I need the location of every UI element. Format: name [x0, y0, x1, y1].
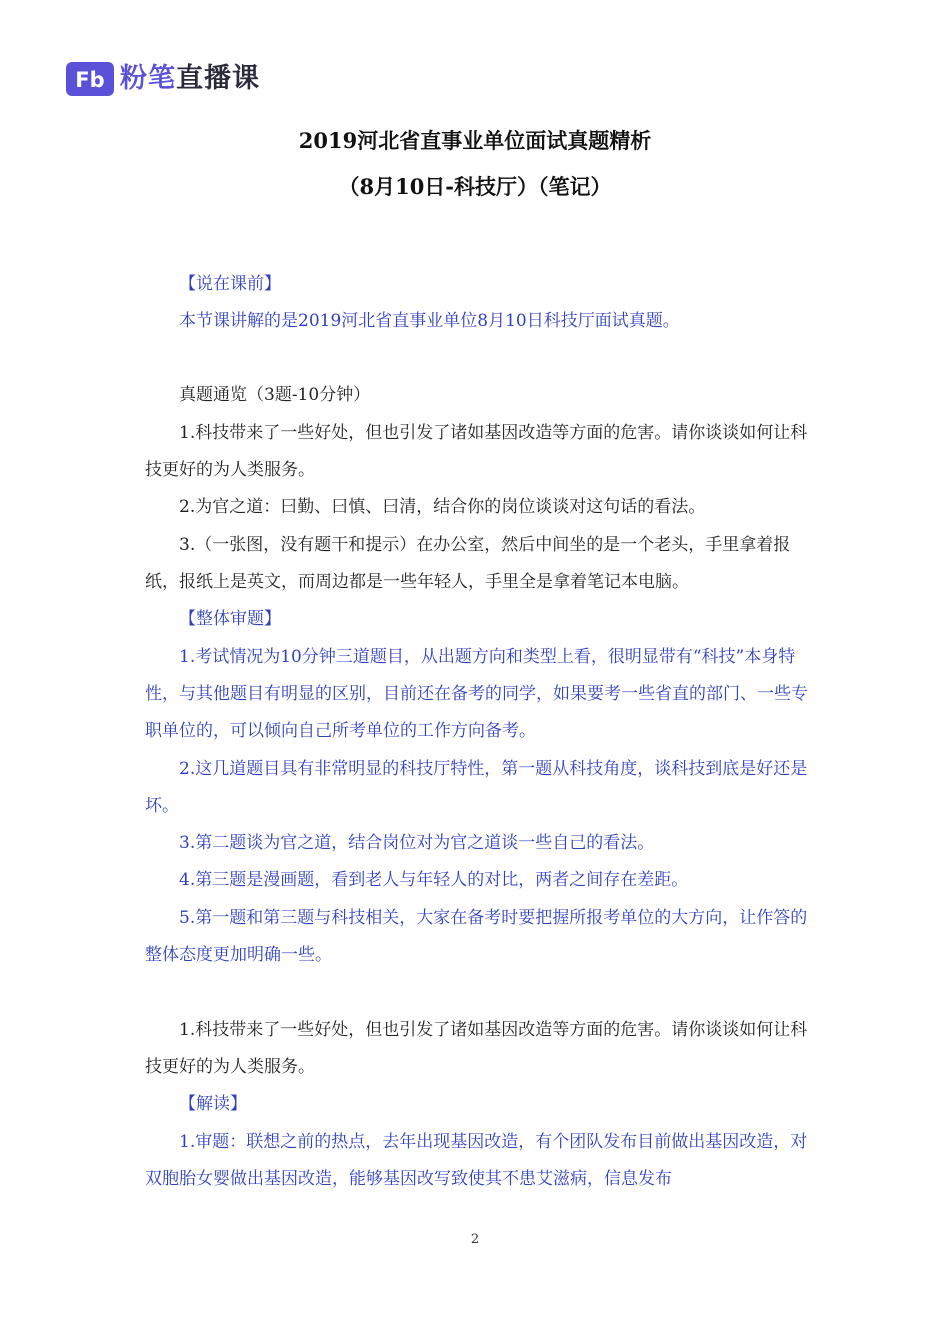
logo-subtitle: 直播课	[176, 63, 260, 94]
page-number: 2	[470, 1232, 480, 1247]
brand-logo	[66, 62, 260, 96]
overview-question-2: 2.为官之道：曰勤、曰慎、曰清，结合你的岗位谈谈对这句话的看法。	[179, 497, 706, 517]
review-point-3: 3.第二题谈为官之道，结合岗位对为官之道谈一些自己的看法。	[179, 833, 655, 853]
review-point-4: 4.第三题是漫画题，看到老人与年轻人的对比，两者之间存在差距。	[179, 870, 689, 890]
analysis-heading: 【解读】	[179, 1094, 247, 1114]
overview-heading: 真题通览（3题-10分钟）	[179, 385, 371, 405]
logo-brand: 粉笔	[120, 63, 176, 94]
logo-mark-text: Fb	[75, 68, 105, 92]
review-heading: 【整体审题】	[179, 609, 281, 629]
review-point-1: 1.考试情况为10分钟三道题目，从出题方向和类型上看，很明显带有“科技”本身特性，与其他题目有明显的区别，目前还在备考的同学，如果要考一些省直的部门、一些专职单位的，可以倾向自己所考单位的工作方向备考。	[145, 647, 808, 741]
fenbi-logo-icon	[66, 62, 114, 96]
question-1-text: 1.科技带来了一些好处，但也引发了诸如基因改造等方面的危害。请你谈谈如何让科技更好的为人类服务。	[145, 1020, 808, 1077]
document-subtitle: （8月10日-科技厅）（笔记）	[338, 174, 612, 199]
review-point-2: 2.这几道题目具有非常明显的科技厅特性，第一题从科技角度，谈科技到底是好还是坏。	[145, 759, 808, 816]
document-title: 2019河北省直事业单位面试真题精析	[298, 128, 652, 153]
overview-question-3: 3.（一张图，没有题干和提示）在办公室，然后中间坐的是一个老头，手里拿着报纸，报纸上是英文，而周边都是一些年轻人，手里全是拿着笔记本电脑。	[145, 535, 791, 592]
analysis-point-1: 1.审题：联想之前的热点，去年出现基因改造，有个团队发布目前做出基因改造，对双胞胎女婴做出基因改造，能够基因改写致使其不患艾滋病，信息发布	[145, 1132, 808, 1189]
review-point-5: 5.第一题和第三题与科技相关，大家在备考时要把握所报考单位的大方向，让作答的整体态度更加明确一些。	[145, 908, 808, 965]
overview-question-1: 1.科技带来了一些好处，但也引发了诸如基因改造等方面的危害。请你谈谈如何让科技更好的为人类服务。	[145, 423, 808, 480]
intro-text: 本节课讲解的是2019河北省直事业单位8月10日科技厅面试真题。	[179, 311, 680, 331]
intro-heading: 【说在课前】	[179, 274, 281, 294]
logo-text	[120, 62, 260, 96]
